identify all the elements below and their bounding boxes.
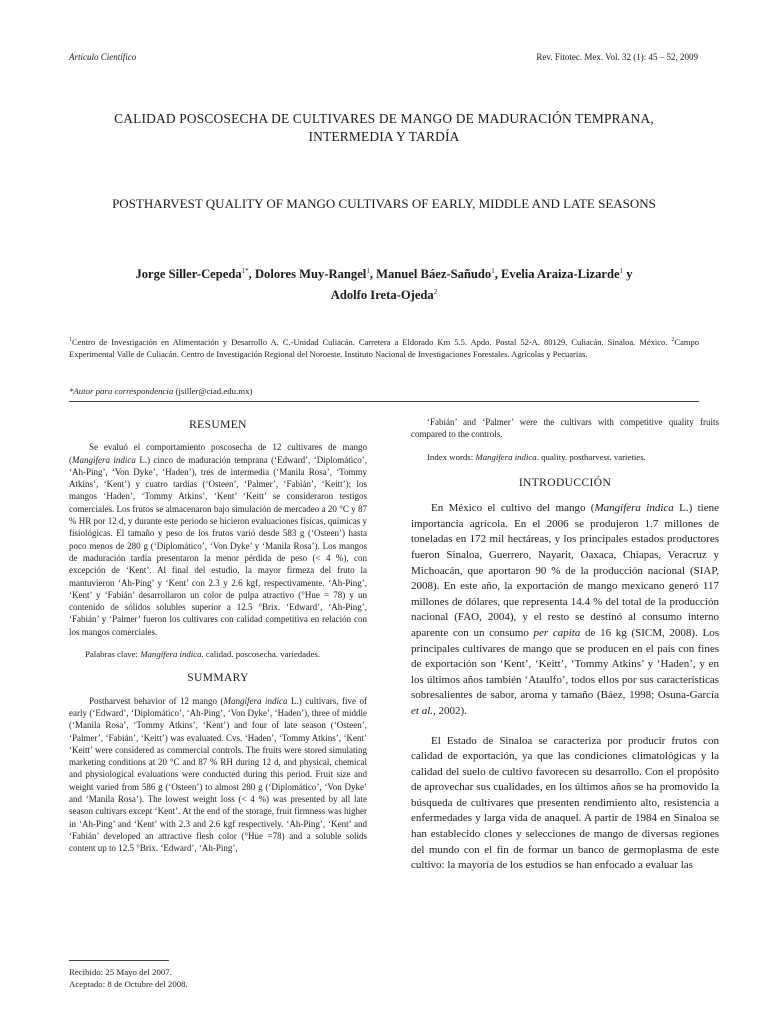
divider-line [69, 401, 699, 402]
introduccion-paragraph-1: En México el cultivo del mango (Mangifera indica L.) tiene importancia agrícola. En el 2006 se produjeron 1.7 millones de toneladas en 172 mil hectáreas, y los principales estados productores fueron Sinaloa, Guerrero, Nayarit, Oaxaca, Chiapas, Veracruz y Michoacán, que aportaron 90 % de la producción nacional (SIAP, 2008). En este año, la exportación de mango mexicano generó 117 millones de dólares, que representa 14.4 % del total de la producción nacional (FAO, 2004), y el resto se destinó al consumo interno aparente con un consumo per capita de 16 kg (SICM, 2008). Los principales cultivares de mango que se producen en el país con fines de exportación son ‘Kent’, ‘Keitt’, ‘Tommy Atkins’ y ‘Haden’, y en los últimos años también ‘Ataulfo’, todos ellos por sus características sobresalientes de sabor, aroma y tamaño (Báez, 1998; Osuna-García et al., 2002). [411, 502, 719, 717]
author-name: Adolfo Ireta-Ojeda [330, 288, 434, 303]
affiliation-text: Campo Experimental Valle de Culiacán. Centro de Investigación Regional del Noroeste. Instituto Nacional de Investigaciones Forestales. Agrícolas y Pecuarias. [69, 336, 700, 360]
title-spanish [69, 110, 699, 146]
author-conjunction: y [623, 267, 633, 282]
author-affiliation-mark: 1* [241, 267, 249, 275]
correspondence [69, 386, 252, 396]
footer-divider [69, 960, 169, 961]
resumen-heading: RESUMEN [189, 419, 247, 431]
journal-citation: Rev. Fitotec. Mex. Vol. 32 (1): 45 – 52, 2009 [536, 52, 698, 62]
introduccion-paragraph-2: El Estado de Sinaloa se caracteriza por producir frutos con calidad de exportación, ya que las condiciones climatológicas y la calidad del suelo de cultivo favorecen su desarrollo. Con el propósito de aprovechar sus cualidades, en los últimos años se ha promovido la búsqueda de cultivares que presenten rendimiento alto, resistencia a enfermedades y larga vida de anaquel. A partir de 1984 en Sinaloa se han establecido clones y selecciones de mango de diversas regiones del mundo con el fin de formar un banco de germoplasma de este cultivo: la mayoría de los estudios se han enfocado a evaluar las [411, 734, 719, 872]
correspondence-email[interactable]: (jsiller@ciad.edu.mx) [173, 386, 253, 396]
summary-text: Postharvest behavior of 12 mango (Mangifera indica L.) cultivars, five of early (‘Edward’, ‘Diplomático’, ‘Ah-Ping’, ‘Von Dyke’, ‘Haden’), three of middle (‘Manila Rosa’, ‘Tommy Atkins’, ‘Kent’) and four of late season (‘Osteen’, ‘Palmer’, ‘Fabián’, ‘Keitt’) was evaluated. Cvs. ‘Haden’, ‘Tommy Atkins’, ‘Kent’ ‘Keitt’ were considered as commercial controls. The fruits were stored simulating marketing conditions at 20 °C and 87 % RH during 12 d, and physical, chemical and physiological evaluations were conducted during this period. Fruit size and weight varied from 586 g (‘Osteen’) to almost 280 g (‘Diplomático’, ‘Von Dyke’ and ‘Manila Rosa’). The lowest weight loss (< 4 %) was presented by all late season cultivars except ‘Kent’. At the end of the storage, fruit firmness was higher in ‘Ah-Ping’ and ‘Kent’ with 2.3 and 2.6 kgf respectively. ‘Ah-Ping’, ‘Kent’ and ‘Fabián’ developed an attractive flesh color (°Hue =78) and a soluble solids content up to 12.5 °Brix. ‘Edward’, ‘Ah-Ping’, [69, 695, 367, 854]
received-date: Recibido: 25 Mayo del 2007. [69, 967, 172, 977]
author-name: , Evelia Araiza-Lizarde [494, 267, 620, 282]
author-affiliation-mark: 2 [433, 288, 438, 297]
author-list [69, 262, 699, 304]
affiliations [69, 334, 699, 361]
resumen-text: Se evaluó el comportamiento poscosecha de 12 cultivares de mango (Mangifera indica L.) cinco de maduración temprana (‘Edward’, ‘Diplomático’, ‘Ah-Ping’, ‘Von Dyke’, ‘Haden’), tres de intermedia (‘Manila Rosa’, ‘Tommy Atkins’, ‘Kent’) y cuatro tardías (‘Osteen’, ‘Palmer’, ‘Fabián’, ‘Keitt’); los mangos ‘Haden’, ‘Tommy Atkins’, ‘Kent’ ‘Keitt’ se consideraron testigos comerciales. Los frutos se almacenaron bajo simulación de mercadeo a 20 °C y 87 % HR por 12 d, y durante este periodo se hicieron evaluaciones físicas, químicas y fisiológicas. El tamaño y peso de los frutos varió desde 583 g (‘Osteen’) hasta poco menos de 280 g (‘Diplomático’, ‘Von Dyke’ y ‘Manila Rosa’). Los mangos de maduración tardía presentaron la menor pérdida de peso (< 4 %), con excepción de ‘Kent’. Al final del estudio, la mayor firmeza del fruto la mantuvieron ‘Ah-Ping’ y ‘Kent’ con 2.3 y 2.6 kgf, respectivamente. ‘Ah-Ping’, ‘Kent’ y ‘Fabián’ desarrollaron un color de pulpa atractivo (°Hue = 78) y un contenido de sólidos solubles superior a 12.5 °Brix. ‘Edward’, ‘Ah-Ping’, ‘Fabián’ y ‘Palmer’ fueron los cultivares con calidad competitiva en relación con los mangos comerciales. [69, 442, 367, 637]
introduccion-heading: INTRODUCCIÓN [518, 476, 612, 489]
title-spanish-line1: CALIDAD POSCOSECHA DE CULTIVARES DE MANGO DE MADURACIÓN TEMPRANA, [114, 111, 654, 126]
right-column [411, 416, 719, 874]
summary-continuation: ‘Fabián’ and ‘Palmer’ were the cultivars with competitive quality fruits compared to the controls. [411, 417, 719, 440]
author-affiliation-mark: 1 [491, 267, 495, 275]
author-affiliation-mark: 1 [366, 267, 370, 275]
author-name: Jorge Siller-Cepeda [135, 267, 242, 282]
author-name: , Dolores Muy-Rangel [248, 267, 367, 282]
title-english: POSTHARVEST QUALITY OF MANGO CULTIVARS OF EARLY, MIDDLE AND LATE SEASONS [112, 196, 656, 211]
author-name: , Manuel Báez-Sañudo [369, 267, 492, 282]
summary-heading: SUMMARY [187, 672, 249, 685]
palabras-clave: Palabras clave: Mangifera indica. calidad. poscosecha. variedades. [85, 649, 320, 660]
title-spanish-line2: INTERMEDIA Y TARDÍA [308, 129, 460, 144]
affiliation-mark: 2 [671, 337, 675, 343]
index-words: Index words: Mangifera indica. quality. postharvest. varieties. [427, 451, 646, 462]
affiliation-text: Centro de Investigación en Alimentación y Desarrollo A. C.-Unidad Culiacán. Carretera a Eldorado Km 5.5. Apdo. Postal 52-A. 80129. Culiacán. Sinaloa. México. [72, 336, 668, 347]
accepted-date: Aceptado: 8 de Octubre del 2008. [69, 979, 188, 989]
left-column [69, 419, 367, 855]
journal-section-label: Artículo Científico [69, 52, 137, 62]
author-affiliation-mark: 1 [619, 267, 624, 275]
correspondence-label: *Autor para correspondencia [69, 386, 174, 396]
affiliation-mark: 1 [69, 337, 72, 343]
